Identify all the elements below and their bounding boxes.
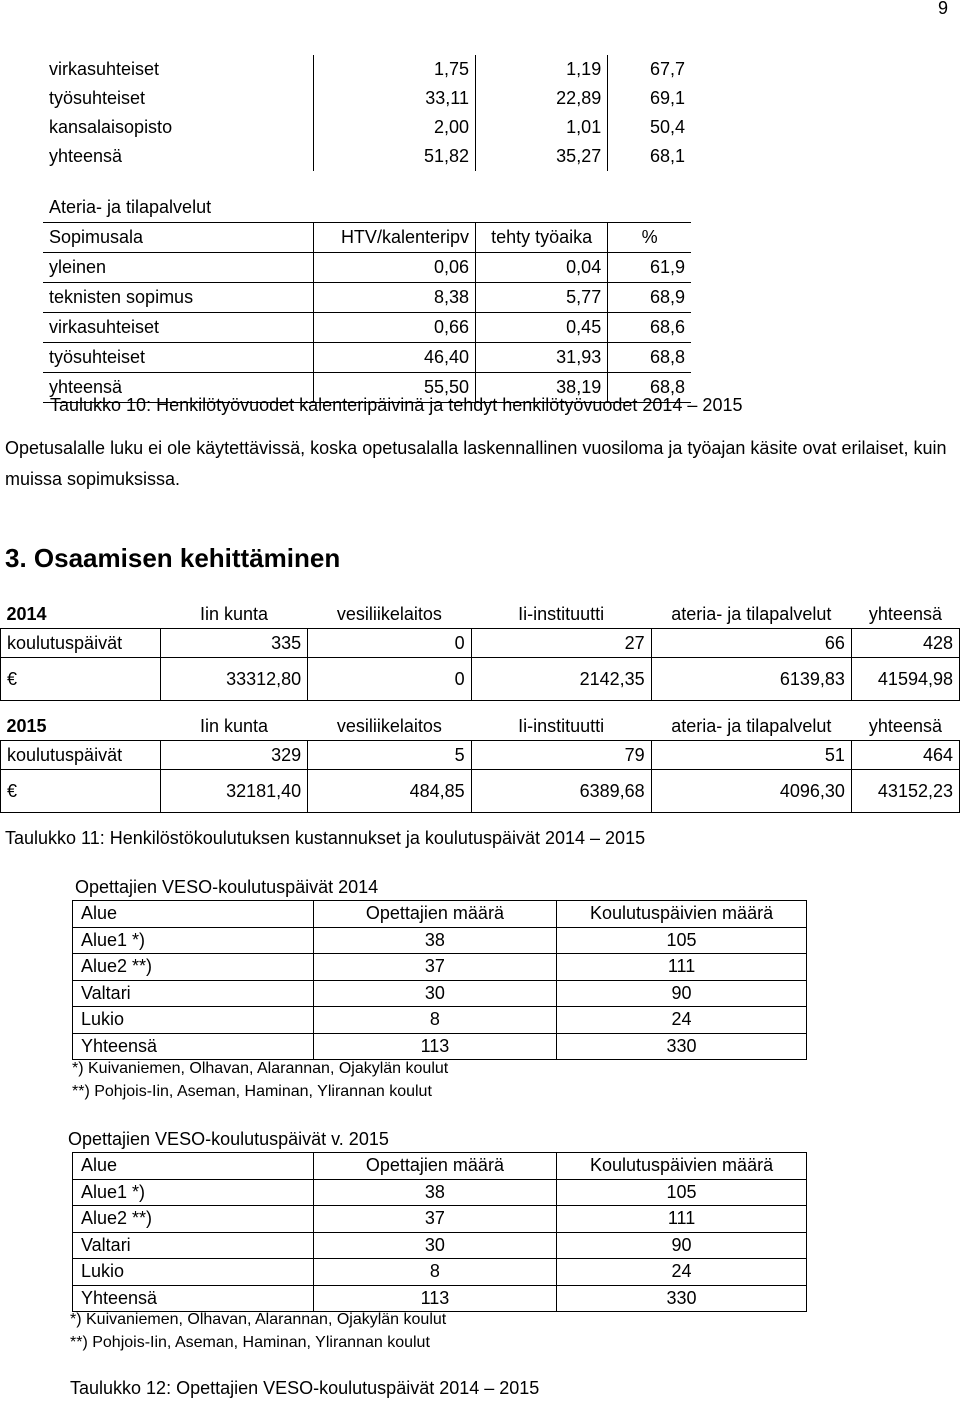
veso2014-note1: *) Kuivaniemen, Olhavan, Alarannan, Ojakylän koulut (72, 1060, 449, 1077)
opetusala-paragraph: Opetusalalle luku ei ole käytettävissä, koska opetusalalla laskennallinen vuosiloma ja työajan käsite ovat erilaiset, kuin muissa sopimuksissa. (5, 438, 947, 489)
table-cell: 79 (471, 741, 651, 770)
table-cell: 111 (557, 1206, 807, 1233)
column-header: ateria- ja tilapalvelut (651, 712, 851, 741)
table-cell: yhteensä (43, 142, 313, 171)
training-cost-table-2014 (0, 600, 960, 701)
table-cell: 111 (557, 954, 807, 981)
table-row (43, 84, 691, 113)
column-header: Iin kunta (160, 600, 307, 629)
table-cell: teknisten sopimus (43, 283, 313, 313)
veso2015-note1: *) Kuivaniemen, Olhavan, Alarannan, Ojakylän koulut (70, 1311, 447, 1328)
column-header: HTV/kalenteripv (313, 223, 476, 253)
table-cell: 5 (308, 741, 471, 770)
table-row (1, 741, 960, 770)
section-heading: 3. Osaamisen kehittäminen (5, 543, 341, 573)
table-cell: 37 (313, 954, 556, 981)
table-cell: 66 (651, 629, 851, 658)
table-cell: 43152,23 (851, 770, 959, 813)
column-header: yhteensä (851, 600, 959, 629)
table-row (73, 1232, 807, 1259)
table-cell: Lukio (73, 1259, 314, 1286)
table-row (73, 1259, 807, 1286)
table-cell: Alue1 *) (73, 1179, 314, 1206)
table-cell: 113 (313, 1285, 556, 1312)
table-cell: 90 (557, 1232, 807, 1259)
table-cell: 38,19 (476, 373, 608, 403)
table-cell: 55,50 (313, 373, 476, 403)
table-header-row (1, 712, 960, 741)
table-cell: 38 (313, 1179, 556, 1206)
veso-table-2015 (72, 1152, 807, 1312)
table11-caption: Taulukko 11: Henkilöstökoulutuksen kustannukset ja koulutuspäivät 2014 – 2015 (5, 828, 646, 848)
table-row (73, 980, 807, 1007)
table-cell: 1,01 (476, 113, 608, 142)
table-cell: 8 (313, 1007, 556, 1034)
table-cell: 51 (651, 741, 851, 770)
page-number: 9 (937, 0, 948, 18)
table-row (73, 1033, 807, 1060)
table-cell: koulutuspäivät (1, 629, 161, 658)
table-cell: 46,40 (313, 343, 476, 373)
table-cell: 68,1 (649, 146, 685, 166)
table-row (73, 927, 807, 954)
table-cell: 335 (160, 629, 307, 658)
table-cell: 0 (308, 629, 471, 658)
veso2015-note2: **) Pohjois-Iin, Aseman, Haminan, Ylirannan koulut (70, 1334, 430, 1351)
table-cell: Valtari (73, 1232, 314, 1259)
table-cell: yhteensä (43, 373, 313, 403)
table-cell: Yhteensä (73, 1285, 314, 1312)
column-header: 2015 (1, 712, 161, 741)
veso2014-note2: **) Pohjois-Iin, Aseman, Haminan, Ylirannan koulut (72, 1083, 432, 1100)
column-header: Opettajien määrä (313, 901, 556, 928)
table10-caption: Taulukko 10: Henkilötyövuodet kalenteripäivinä ja tehdyt henkilötyövuodet 2014 – 2015 (50, 395, 743, 415)
table-row (1, 770, 960, 813)
table-cell: 464 (851, 741, 959, 770)
table-cell: 50,4 (649, 117, 685, 137)
table-row (73, 1285, 807, 1312)
column-header: Sopimusala (43, 223, 313, 253)
table-row (43, 113, 691, 142)
column-header: Opettajien määrä (313, 1153, 556, 1180)
table-cell: 0 (308, 658, 471, 701)
table-cell: Yhteensä (73, 1033, 314, 1060)
table-row (73, 1179, 807, 1206)
table-row (43, 142, 691, 171)
table-row (43, 313, 691, 343)
table-cell: Alue2 **) (73, 954, 314, 981)
column-header: Iin kunta (160, 712, 307, 741)
table-cell: 5,77 (476, 283, 608, 313)
table-cell: 68,8 (608, 343, 691, 373)
table-cell: 113 (313, 1033, 556, 1060)
table-cell: 67,7 (649, 59, 685, 79)
table-cell: 32181,40 (160, 770, 307, 813)
table-cell: 105 (557, 927, 807, 954)
table-row (73, 954, 807, 981)
column-header: Koulutuspäivien määrä (557, 901, 807, 928)
table-cell: 329 (160, 741, 307, 770)
veso-table-2014 (72, 900, 807, 1060)
table-cell: 4096,30 (651, 770, 851, 813)
table-cell: 38 (313, 927, 556, 954)
table-cell: 33,11 (313, 84, 476, 113)
table-cell: 484,85 (308, 770, 471, 813)
table-cell: 6389,68 (471, 770, 651, 813)
table-cell: 24 (557, 1007, 807, 1034)
table-cell: 330 (557, 1033, 807, 1060)
table-cell: 41594,98 (851, 658, 959, 701)
table-cell: 1,75 (313, 55, 476, 84)
table-cell: 6139,83 (651, 658, 851, 701)
table-cell: 8,38 (313, 283, 476, 313)
column-header: tehty työaika (476, 223, 608, 253)
table-cell: 22,89 (476, 84, 608, 113)
table-row (43, 283, 691, 313)
table-cell: 35,27 (476, 142, 608, 171)
table-cell: 27 (471, 629, 651, 658)
table-cell: 0,66 (313, 313, 476, 343)
table-header-row (1, 600, 960, 629)
table-cell: työsuhteiset (43, 343, 313, 373)
table-cell: 2142,35 (471, 658, 651, 701)
column-header: vesiliikelaitos (308, 712, 471, 741)
table-cell: 37 (313, 1206, 556, 1233)
column-header: vesiliikelaitos (308, 600, 471, 629)
table-cell: 51,82 (313, 142, 476, 171)
table-row (1, 629, 960, 658)
table-row (1, 658, 960, 701)
table-cell: 68,9 (608, 283, 691, 313)
table-cell: 68,8 (608, 373, 691, 403)
veso2014-title: Opettajien VESO-koulutuspäivät 2014 (75, 877, 379, 897)
htv-table (43, 55, 691, 403)
table-cell: virkasuhteiset (43, 313, 313, 343)
table-row (43, 253, 691, 283)
table-cell: 24 (557, 1259, 807, 1286)
table-cell: virkasuhteiset (43, 55, 313, 84)
table-cell: 8 (313, 1259, 556, 1286)
table-cell: työsuhteiset (43, 84, 313, 113)
table-cell: 1,19 (476, 55, 608, 84)
table-cell: 30 (313, 980, 556, 1007)
table-cell: 31,93 (476, 343, 608, 373)
table-cell: 0,06 (313, 253, 476, 283)
table-cell: 90 (557, 980, 807, 1007)
table-header-row (73, 901, 807, 928)
table-cell: koulutuspäivät (1, 741, 161, 770)
table-cell: 105 (557, 1179, 807, 1206)
table-cell: 2,00 (313, 113, 476, 142)
table-cell: Alue2 **) (73, 1206, 314, 1233)
table-cell: kansalaisopisto (43, 113, 313, 142)
column-header: yhteensä (851, 712, 959, 741)
table-cell: yleinen (43, 253, 313, 283)
table-cell: 0,04 (476, 253, 608, 283)
table-header-row (73, 1153, 807, 1180)
column-header: 2014 (1, 600, 161, 629)
column-header: Alue (73, 1153, 314, 1180)
column-header: Ii-instituutti (471, 600, 651, 629)
table-row (43, 55, 691, 84)
table-cell: 0,45 (476, 313, 608, 343)
training-cost-table-2015 (0, 712, 960, 813)
column-header: Ii-instituutti (471, 712, 651, 741)
table-row (43, 343, 691, 373)
column-header: Koulutuspäivien määrä (557, 1153, 807, 1180)
table-cell: 68,6 (608, 313, 691, 343)
table-row (73, 1206, 807, 1233)
column-header: % (608, 223, 691, 253)
table-cell: 30 (313, 1232, 556, 1259)
column-header: Alue (73, 901, 314, 928)
table-cell: 61,9 (608, 253, 691, 283)
section-title: Ateria- ja tilapalvelut (49, 197, 212, 217)
table-header-row (43, 223, 691, 253)
table-cell: Lukio (73, 1007, 314, 1034)
table-cell: 330 (557, 1285, 807, 1312)
euro-symbol: € (1, 658, 161, 701)
veso2015-title: Opettajien VESO-koulutuspäivät v. 2015 (68, 1129, 389, 1149)
euro-symbol: € (1, 770, 161, 813)
table-cell: Valtari (73, 980, 314, 1007)
table-cell: 69,1 (649, 88, 685, 108)
table-cell: 428 (851, 629, 959, 658)
table-row (73, 1007, 807, 1034)
column-header: ateria- ja tilapalvelut (651, 600, 851, 629)
table-cell: 33312,80 (160, 658, 307, 701)
table12-caption: Taulukko 12: Opettajien VESO-koulutuspäivät 2014 – 2015 (70, 1378, 540, 1398)
table-cell: Alue1 *) (73, 927, 314, 954)
